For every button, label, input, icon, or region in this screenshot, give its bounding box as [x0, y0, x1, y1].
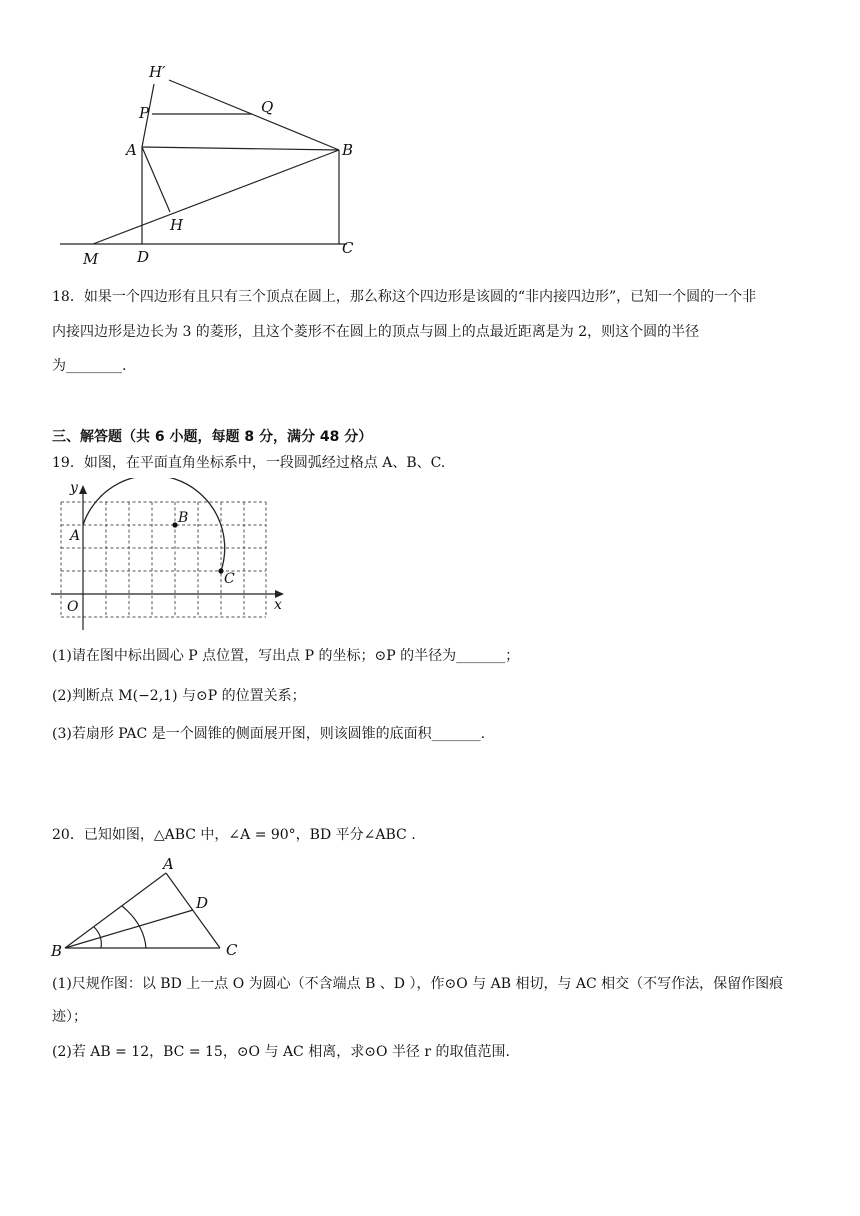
arc-ABC	[83, 478, 225, 571]
q19-part-2: (2)判断点 M(−2,1) 与⊙P 的位置关系；	[52, 688, 306, 704]
q20-part-1-line-1: (1)尺规作图：以 BD 上一点 O 为圆心（不含端点 B 、D ），作⊙O 与 AB 相切，与 AC 相交（不写作法，保留作图痕	[52, 976, 784, 992]
q19-part-3: (3)若扇形 PAC 是一个圆锥的侧面展开图，则该圆锥的底面积_______.	[52, 726, 486, 742]
label-B: B	[51, 942, 63, 960]
label-A: A	[126, 141, 137, 159]
figure-20-triangle	[48, 852, 258, 964]
point-B	[172, 522, 177, 527]
label-M: M	[83, 250, 99, 268]
q19-part-1: (1)请在图中标出圆心 P 点位置，写出点 P 的坐标；⊙P 的半径为_______；	[52, 648, 520, 664]
q20-stem: 20．已知如图，△ABC 中，∠A = 90°，BD 平分∠ABC .	[52, 827, 416, 843]
line-AB	[142, 147, 339, 150]
label-P: P	[139, 104, 150, 122]
construction-arc-small	[94, 927, 101, 948]
q18-line-2: 内接四边形是边长为 3 的菱形，且这个菱形不在圆上的顶点与圆上的点最近距离是为 2，则这个圆的半径	[52, 324, 700, 340]
q19-stem: 19．如图，在平面直角坐标系中，一段圆弧经过格点 A、B、C.	[52, 455, 446, 471]
figure-17-geometry	[55, 60, 375, 270]
label-C: C	[342, 239, 354, 257]
q18-line-3: 为________.	[52, 358, 127, 374]
label-C: C	[224, 571, 235, 587]
label-H: H	[170, 216, 184, 234]
point-C	[218, 568, 223, 573]
label-Q: Q	[261, 98, 274, 116]
section-3-heading: 三、解答题（共 6 小题，每题 8 分，满分 48 分）	[52, 429, 373, 445]
q20-part-1-line-2: 迹）；	[52, 1009, 87, 1025]
y-axis-arrow	[79, 485, 87, 494]
label-O: O	[67, 599, 79, 615]
label-Hprime: H′	[149, 63, 166, 81]
label-y: y	[70, 480, 78, 496]
side-AB	[65, 873, 166, 948]
label-B: B	[178, 510, 189, 526]
label-D: D	[196, 894, 209, 912]
figure-19-coordinate-grid	[48, 478, 298, 638]
label-C: C	[226, 941, 238, 959]
label-A: A	[163, 855, 174, 873]
q20-part-2: (2)若 AB = 12，BC = 15，⊙O 与 AC 相离，求⊙O 半径 r 的取值范围.	[52, 1044, 510, 1060]
bisector-BD	[65, 910, 193, 948]
q18-line-1: 18．如果一个四边形有且只有三个顶点在圆上，那么称这个四边形是该圆的“非内接四边形”，已知一个圆的一个非	[52, 289, 757, 305]
label-x: x	[274, 597, 282, 613]
line-AH	[142, 147, 170, 212]
line-MB	[93, 150, 339, 244]
label-A: A	[70, 528, 81, 544]
label-B: B	[342, 141, 354, 159]
line-HprimeB	[169, 80, 339, 150]
label-D: D	[137, 248, 150, 266]
